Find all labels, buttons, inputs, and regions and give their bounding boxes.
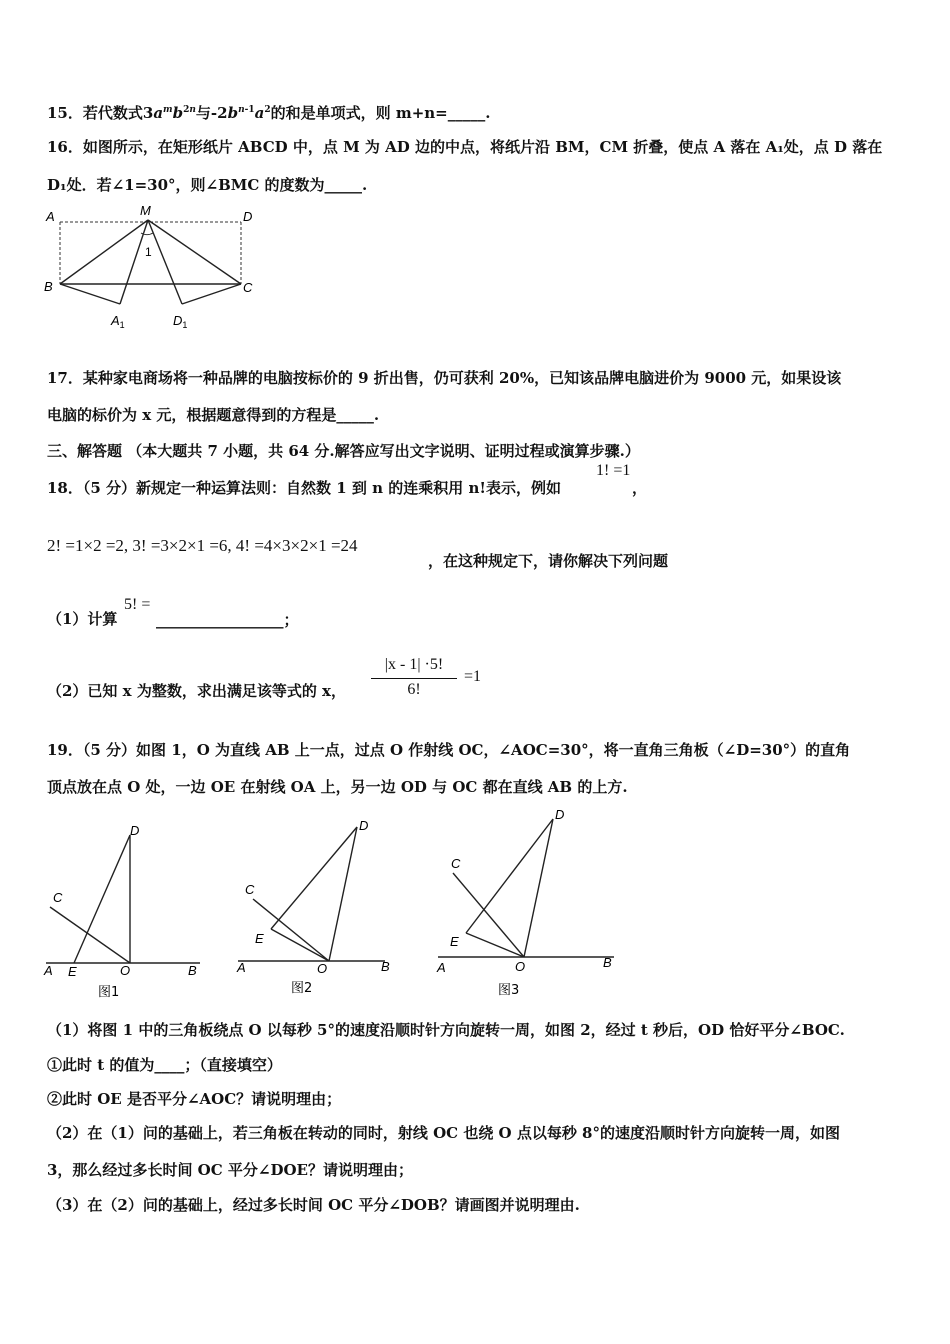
side-OE — [271, 929, 329, 961]
q19-sub-1: （1）将图 1 中的三角板绕点 O 以每秒 5°的速度沿顺时针方向旋转一周，如图 2，经过 t 秒后，OD 恰好平分∠BOC. — [47, 1021, 845, 1039]
label-B: B — [381, 959, 390, 974]
label-D1: $D_1$ — [173, 313, 188, 330]
fold-BM — [60, 220, 148, 284]
side-DE — [466, 819, 553, 933]
q19-figure-1 — [40, 815, 220, 1005]
q19-sub-1-a: ①此时 t 的值为____；（直接填空） — [47, 1056, 282, 1074]
q18-instruction: ，在这种规定下，请你解决下列问题 — [428, 552, 669, 570]
q19-sub-2-line-1: （2）在（1）问的基础上，若三角板在转动的同时，射线 OC 也绕 O 点以每秒 8°的速度沿顺时针方向旋转一周，如图 — [47, 1124, 840, 1142]
figure-1-caption: 图1 — [98, 985, 120, 1000]
label-C: C — [245, 882, 255, 897]
label-B: B — [44, 279, 53, 294]
q18-example-1-factorial: 1! =1 — [596, 462, 631, 479]
label-C: C — [243, 280, 253, 295]
q19-figure-3 — [432, 805, 622, 1005]
angle-1-arc — [141, 233, 153, 235]
segment-BA1 — [60, 284, 120, 304]
segment-CD1 — [182, 284, 241, 304]
q19-figure-2 — [233, 815, 418, 1005]
label-B: B — [188, 963, 197, 978]
side-DE — [271, 827, 357, 929]
label-M: M — [140, 203, 151, 218]
q19-sub-1-b: ②此时 OE 是否平分∠AOC？请说明理由； — [47, 1090, 342, 1108]
question-15 — [47, 103, 490, 123]
q18-fraction-bar — [371, 678, 457, 679]
label-A: A — [237, 960, 246, 975]
label-O: O — [515, 959, 526, 974]
segment-MD1 — [148, 220, 182, 304]
label-D: D — [130, 823, 140, 838]
q19-sub-2-line-2: 3，那么经过多长时间 OC 平分∠DOE？请说明理由； — [47, 1161, 413, 1179]
question-17-line-2: 电脑的标价为 x 元，根据题意得到的方程是_____. — [47, 406, 380, 424]
q18-part-1-expression: 5! = — [124, 596, 151, 613]
label-D: D — [243, 209, 253, 224]
ray-OC — [253, 899, 329, 961]
figure-2-caption: 图2 — [291, 981, 313, 996]
q16-rectangle-fold-figure — [40, 200, 270, 335]
question-16-line-1: 16．如图所示，在矩形纸片 ABCD 中，点 M 为 AD 边的中点，将纸片沿 BM，CM 折叠，使点 A 落在 A₁处，点 D 落在 — [47, 138, 883, 156]
label-D: D — [359, 818, 369, 833]
ray-OC — [453, 873, 524, 957]
figure-3-caption: 图3 — [498, 983, 520, 998]
q18-part-1-blank: _________________； — [156, 611, 299, 629]
question-18-intro: 18．（5 分）新规定一种运算法则：自然数 1 到 n 的连乘积用 n!表示，例如 — [47, 479, 561, 497]
side-OD — [329, 827, 357, 961]
label-A1: $A_1$ — [111, 313, 125, 330]
fold-CM — [148, 220, 241, 284]
label-angle-1: 1 — [145, 245, 152, 259]
question-19-line-1: 19．（5 分）如图 1，O 为直线 AB 上一点，过点 O 作射线 OC，∠AOC=30°，将一直角三角板（∠D=30°）的直角 — [47, 741, 851, 759]
q18-equation-rhs: =1 — [464, 668, 482, 685]
ray-OC — [50, 907, 130, 963]
side-OD — [524, 819, 553, 957]
q18-example-factorials: 2! =1×2 =2, 3! =3×2×1 =6, 4! =4×3×2×1 =24 — [47, 536, 358, 555]
label-D: D — [555, 807, 565, 822]
label-A: A — [44, 963, 53, 978]
section-3-heading: 三、解答题 （本大题共 7 小题，共 64 分.解答应写出文字说明、证明过程或演算步骤.） — [47, 442, 640, 460]
q15-expression: $3a^mb^{2n}$与$-2b^{n-1}a^2$ — [142, 104, 271, 122]
label-E: E — [255, 931, 264, 946]
label-A: A — [46, 209, 55, 224]
q19-sub-3: （3）在（2）问的基础上，经过多长时间 OC 平分∠DOB？请画图并说明理由. — [47, 1196, 580, 1214]
q15-prefix: 15．若代数式 — [47, 104, 143, 122]
question-17-line-1: 17．某种家电商场将一种品牌的电脑按标价的 9 折出售，仍可获利 20%，已知该品牌电脑进价为 9000 元，如果设该 — [47, 369, 842, 387]
question-19-line-2: 顶点放在点 O 处，一边 OE 在射线 OA 上，另一边 OD 与 OC 都在直线 AB 的上方. — [47, 778, 628, 796]
label-B: B — [603, 955, 612, 970]
q18-fraction-denominator: 6! — [407, 681, 421, 698]
question-16-line-2: D₁处．若∠1=30°，则∠BMC 的度数为_____. — [47, 176, 368, 194]
label-C: C — [53, 890, 63, 905]
label-E: E — [68, 964, 77, 979]
label-O: O — [120, 963, 131, 978]
side-OE — [466, 933, 524, 957]
q18-comma: ， — [632, 479, 648, 497]
label-C: C — [451, 856, 461, 871]
label-A: A — [437, 960, 446, 975]
segment-MA1 — [120, 220, 148, 304]
q18-part-1-label: （1）计算 — [47, 610, 118, 628]
label-E: E — [450, 934, 459, 949]
q18-fraction-numerator: |x - 1| ·5! — [384, 656, 444, 673]
q15-suffix: 的和是单项式，则 m+n=_____. — [270, 104, 491, 122]
label-O: O — [317, 961, 328, 976]
q18-part-2-label: （2）已知 x 为整数，求出满足该等式的 x， — [47, 682, 346, 700]
